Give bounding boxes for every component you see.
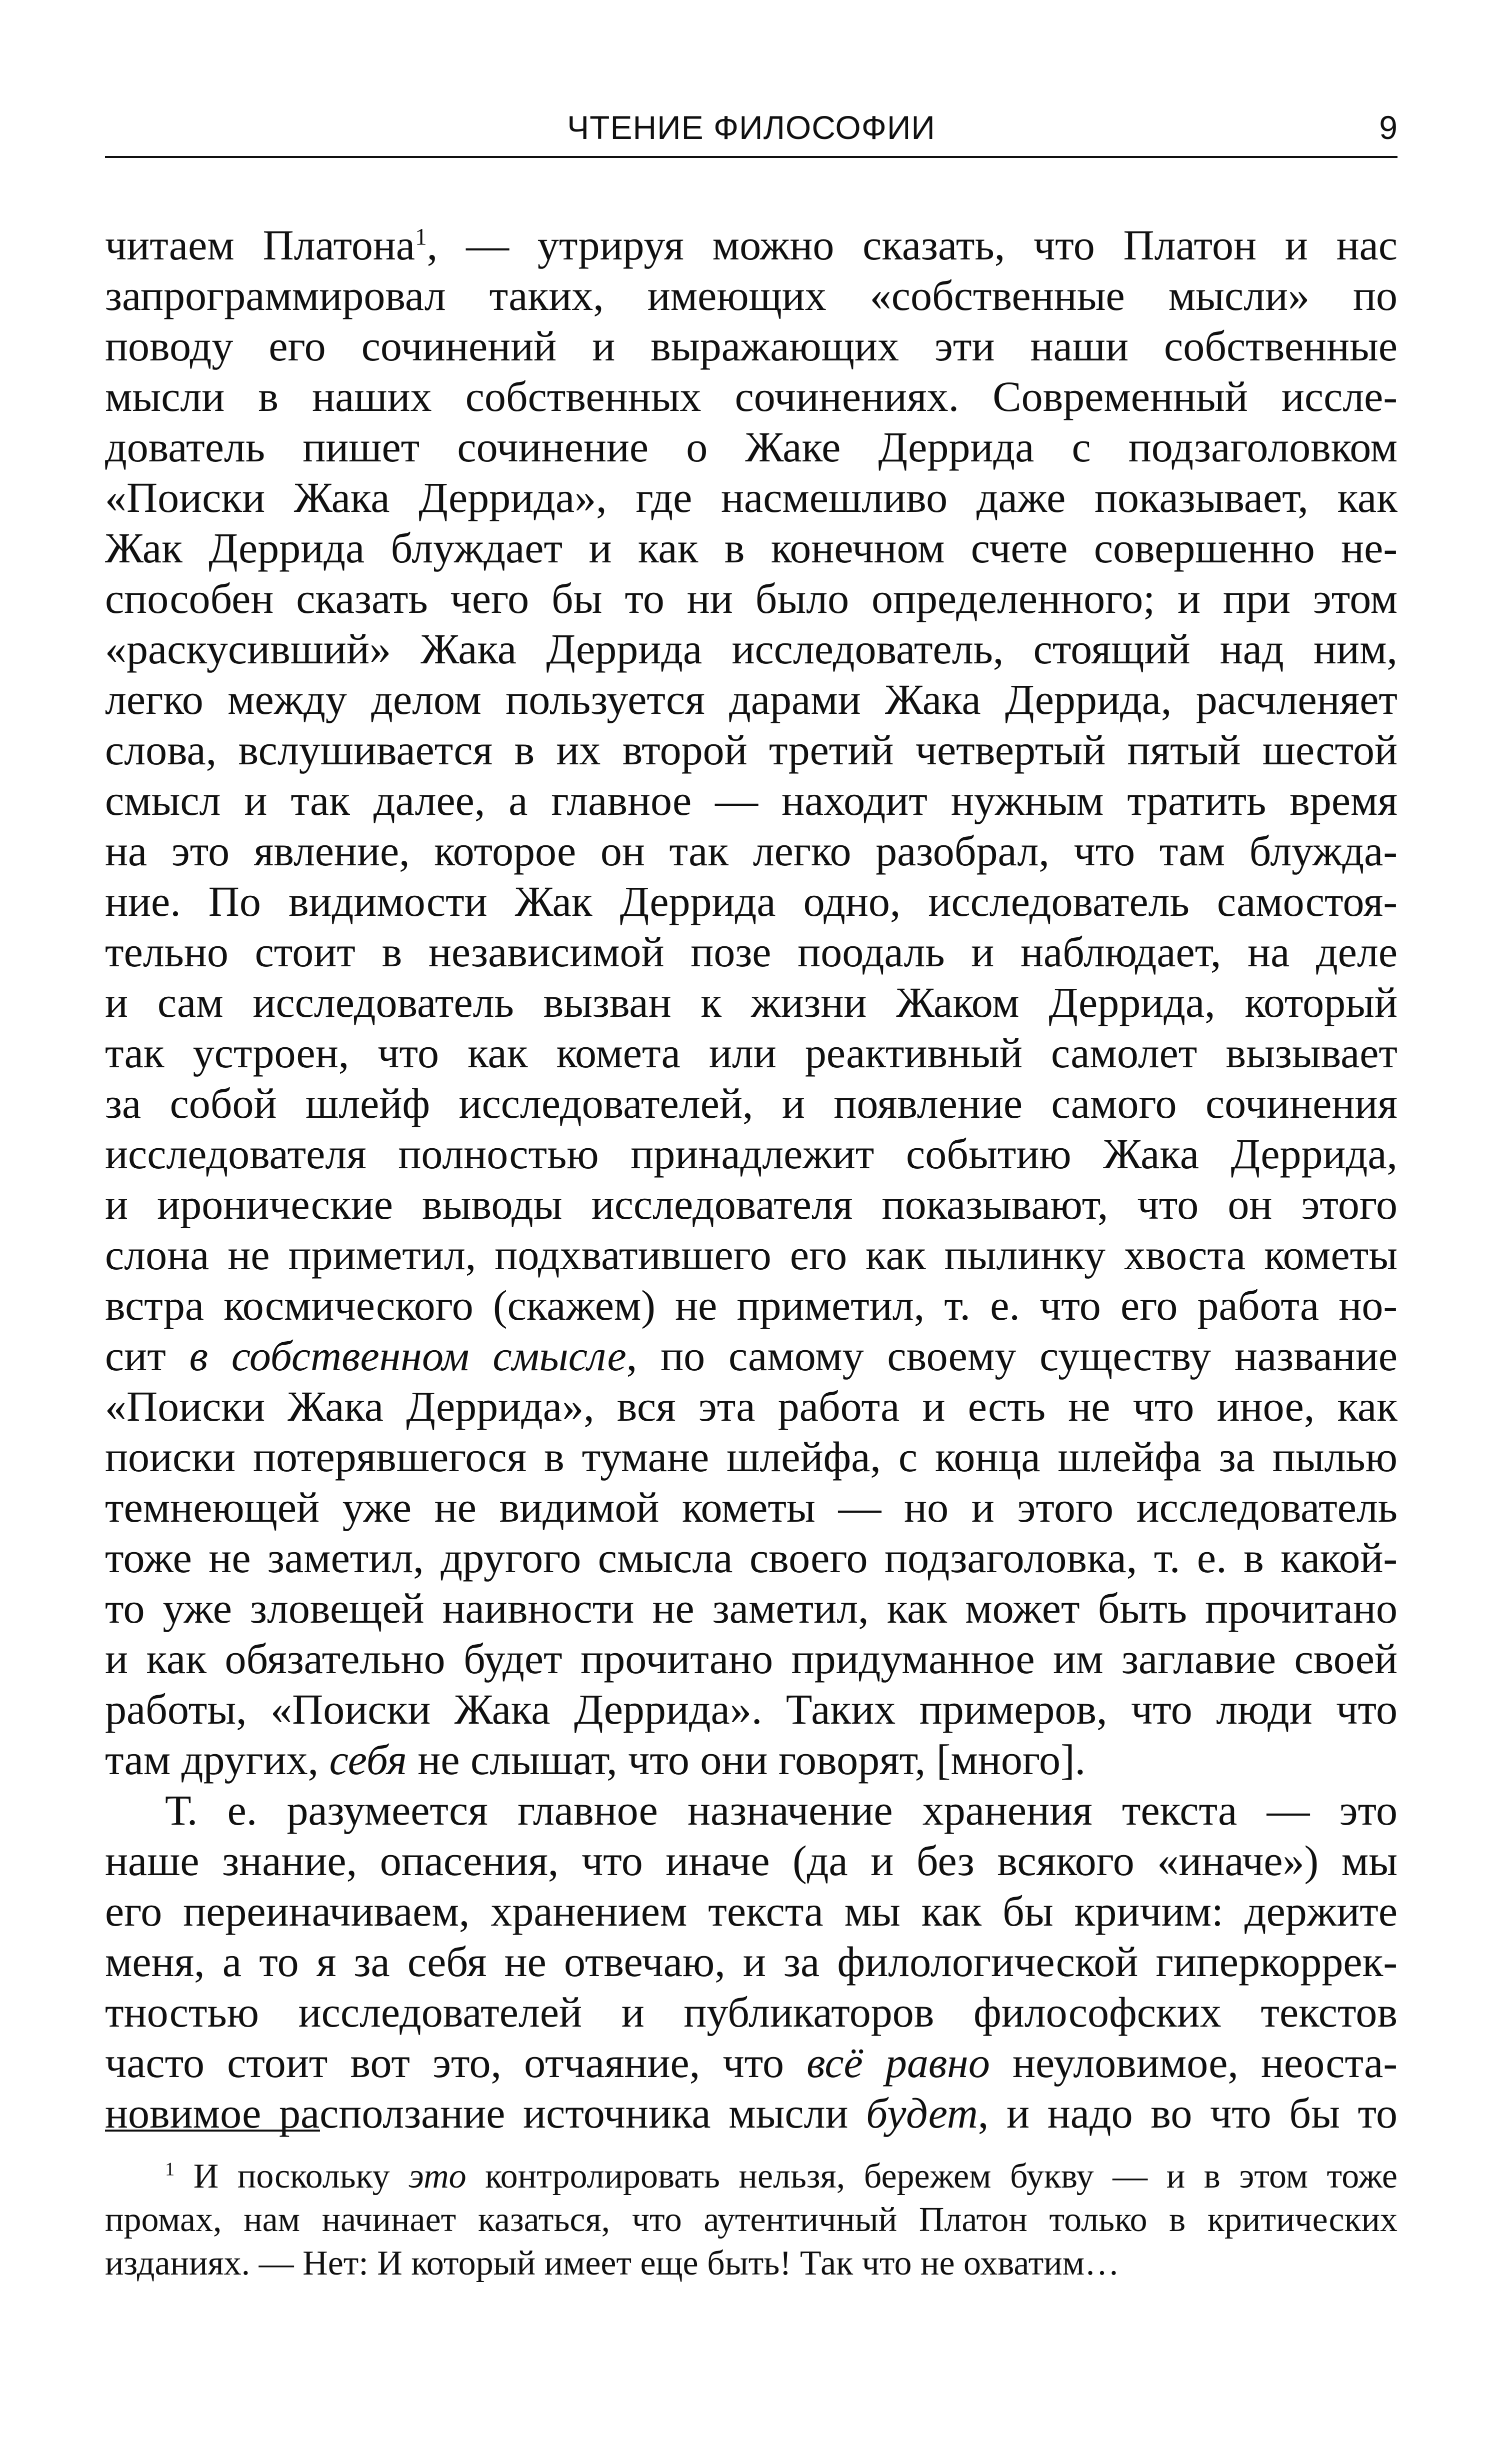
text-segment: меня, а то я за себя не отвечаю, и за филологической гиперкоррек- (105, 1938, 1398, 1986)
text-segment: слона не приметил, подхватившего его как пылинку хвоста кометы (105, 1231, 1398, 1279)
text-segment: новимое расползание источника мысли (105, 2089, 866, 2137)
body-line (105, 1987, 1398, 2038)
emphasis-text: будет (866, 2089, 978, 2137)
text-segment: ние. По видимости Жак Деррида одно, исследователь самостоя- (105, 877, 1398, 925)
footnote-marker: 1 (415, 224, 427, 250)
text-segment: не слышат, что они говорят, [много]. (406, 1736, 1086, 1784)
text-segment: то уже зловещей наивности не заметил, как может быть прочитано (105, 1584, 1398, 1632)
body-line (105, 1179, 1398, 1230)
text-segment: так устроен, что как комета или реактивный самолет вызывает (105, 1029, 1398, 1077)
text-segment: его переиначиваем, хранением текста мы как бы кричим: держите (105, 1887, 1398, 1935)
text-segment: неуловимое, неоста- (990, 2039, 1398, 2087)
main-text (105, 220, 1398, 2139)
text-segment: на это явление, которое он так легко разобрал, что там блужда- (105, 827, 1398, 875)
text-segment: способен сказать чего бы то ни было определенного; и при этом (105, 574, 1398, 622)
text-segment: наше знание, опасения, что иначе (да и без всякого «иначе») мы (105, 1837, 1398, 1885)
body-line (105, 1482, 1398, 1533)
body-line (105, 826, 1398, 876)
header-rule (105, 156, 1398, 158)
body-line (105, 321, 1398, 371)
text-segment: поводу его сочинений и выражающих эти наши собственные (105, 322, 1398, 370)
footnote-line (105, 2242, 1398, 2285)
text-segment: сит (105, 1332, 190, 1380)
text-segment: за собой шлейф исследователей, и появление самого сочинения (105, 1079, 1398, 1127)
text-segment: исследователя полностью принадлежит событию Жака Деррида, (105, 1130, 1398, 1178)
body-line (105, 725, 1398, 775)
body-line (105, 472, 1398, 523)
text-segment: часто стоит вот это, отчаяние, что (105, 2039, 807, 2087)
body-line (105, 1937, 1398, 1987)
text-segment: слова, вслушивается в их второй третий четвертый пятый шестой (105, 726, 1398, 774)
text-segment: поиски потерявшегося в тумане шлейфа, с конца шлейфа за пылью (105, 1433, 1398, 1481)
text-segment: и сам исследователь вызван к жизни Жаком Деррида, который (105, 978, 1398, 1026)
body-line (105, 1381, 1398, 1432)
footnote-marker: 1 (165, 2159, 175, 2180)
body-line (105, 1735, 1398, 1785)
body-line (105, 1078, 1398, 1129)
body-line (105, 1533, 1398, 1583)
footnotes (105, 2155, 1398, 2285)
emphasis-text: всё равно (806, 2039, 990, 2087)
text-segment: Жак Деррида блуждает и как в конечном счете совершенно не- (105, 524, 1398, 572)
text-segment: смысл и так далее, а главное — находит нужным тратить время (105, 776, 1398, 824)
footnote-line (105, 2198, 1398, 2242)
body-line (105, 1684, 1398, 1735)
body-line (105, 1129, 1398, 1179)
text-segment: Т. е. разумеется главное назначение хранения текста — это (165, 1786, 1398, 1834)
text-segment: читаем Платона (105, 221, 416, 269)
text-segment: тностью исследователей и публикаторов философских текстов (105, 1988, 1398, 2036)
body-line (105, 927, 1398, 977)
body-line (105, 775, 1398, 826)
text-segment: там других, (105, 1736, 330, 1784)
page-number: 9 (1379, 109, 1398, 146)
body-line (105, 674, 1398, 725)
text-segment: встра космического (скажем) не приметил, т. е. что его работа но- (105, 1281, 1398, 1329)
body-line (105, 1583, 1398, 1634)
footnote-rule (105, 2130, 320, 2132)
text-segment: и иронические выводы исследователя показывают, что он этого (105, 1180, 1398, 1228)
text-segment: тельно стоит в независимой позе поодаль и наблюдает, на деле (105, 928, 1398, 976)
body-line (105, 977, 1398, 1028)
text-segment: контролировать нельзя, бережем букву — и в этом тоже (466, 2157, 1398, 2196)
emphasis-text: это (408, 2157, 466, 2196)
emphasis-text: в собственном смысле (189, 1332, 626, 1380)
emphasis-text: себя (329, 1736, 407, 1784)
body-line (105, 1785, 1398, 1836)
body-line (105, 422, 1398, 472)
text-segment: запрограммировал таких, имеющих «собственные мысли» по (105, 271, 1398, 319)
body-line (105, 523, 1398, 573)
body-line (105, 1280, 1398, 1331)
text-segment: «Поиски Жака Деррида», вся эта работа и есть не что иное, как (105, 1382, 1398, 1430)
text-segment: дователь пишет сочинение о Жаке Деррида с подзаголовком (105, 423, 1398, 471)
body-line (105, 1634, 1398, 1684)
text-segment: работы, «Поиски Жака Деррида». Таких примеров, что люди что (105, 1685, 1398, 1733)
body-line (105, 220, 1398, 270)
text-segment: изданиях. — Нет: И который имеет еще быть! Так что не охватим… (105, 2244, 1120, 2283)
body-line (105, 2038, 1398, 2088)
text-segment: мысли в наших собственных сочинениях. Современный иссле- (105, 372, 1398, 420)
running-title: ЧТЕНИЕ ФИЛОСОФИИ (567, 109, 936, 146)
text-segment: И поскольку (174, 2157, 409, 2196)
body-line (105, 1028, 1398, 1078)
footnote-line (105, 2155, 1398, 2198)
body-line (105, 1230, 1398, 1280)
body-line (105, 1432, 1398, 1482)
text-segment: , и надо во что бы то (978, 2089, 1398, 2137)
body-line (105, 1836, 1398, 1886)
text-segment: легко между делом пользуется дарами Жака Деррида, расчленяет (105, 675, 1398, 723)
text-segment: промах, нам начинает казаться, что аутентичный Платон только в критических (105, 2201, 1398, 2239)
body-line (105, 876, 1398, 927)
text-segment: и как обязательно будет прочитано придуманное им заглавие своей (105, 1635, 1398, 1683)
body-line (105, 1331, 1398, 1381)
body-line (105, 1886, 1398, 1937)
running-head (105, 105, 1398, 155)
body-line (105, 624, 1398, 674)
text-segment: «Поиски Жака Деррида», где насмешливо даже показывает, как (105, 473, 1398, 521)
body-line (105, 270, 1398, 321)
text-segment: , — утрируя можно сказать, что Платон и нас (426, 221, 1398, 269)
text-segment: тоже не заметил, другого смысла своего подзаголовка, т. е. в какой- (105, 1534, 1398, 1582)
text-segment: темнеющей уже не видимой кометы — но и этого исследователь (105, 1483, 1398, 1531)
body-line (105, 371, 1398, 422)
text-segment: , по самому своему существу название (626, 1332, 1398, 1380)
text-segment: «раскусивший» Жака Деррида исследователь, стоящий над ним, (105, 625, 1398, 673)
body-line (105, 573, 1398, 624)
